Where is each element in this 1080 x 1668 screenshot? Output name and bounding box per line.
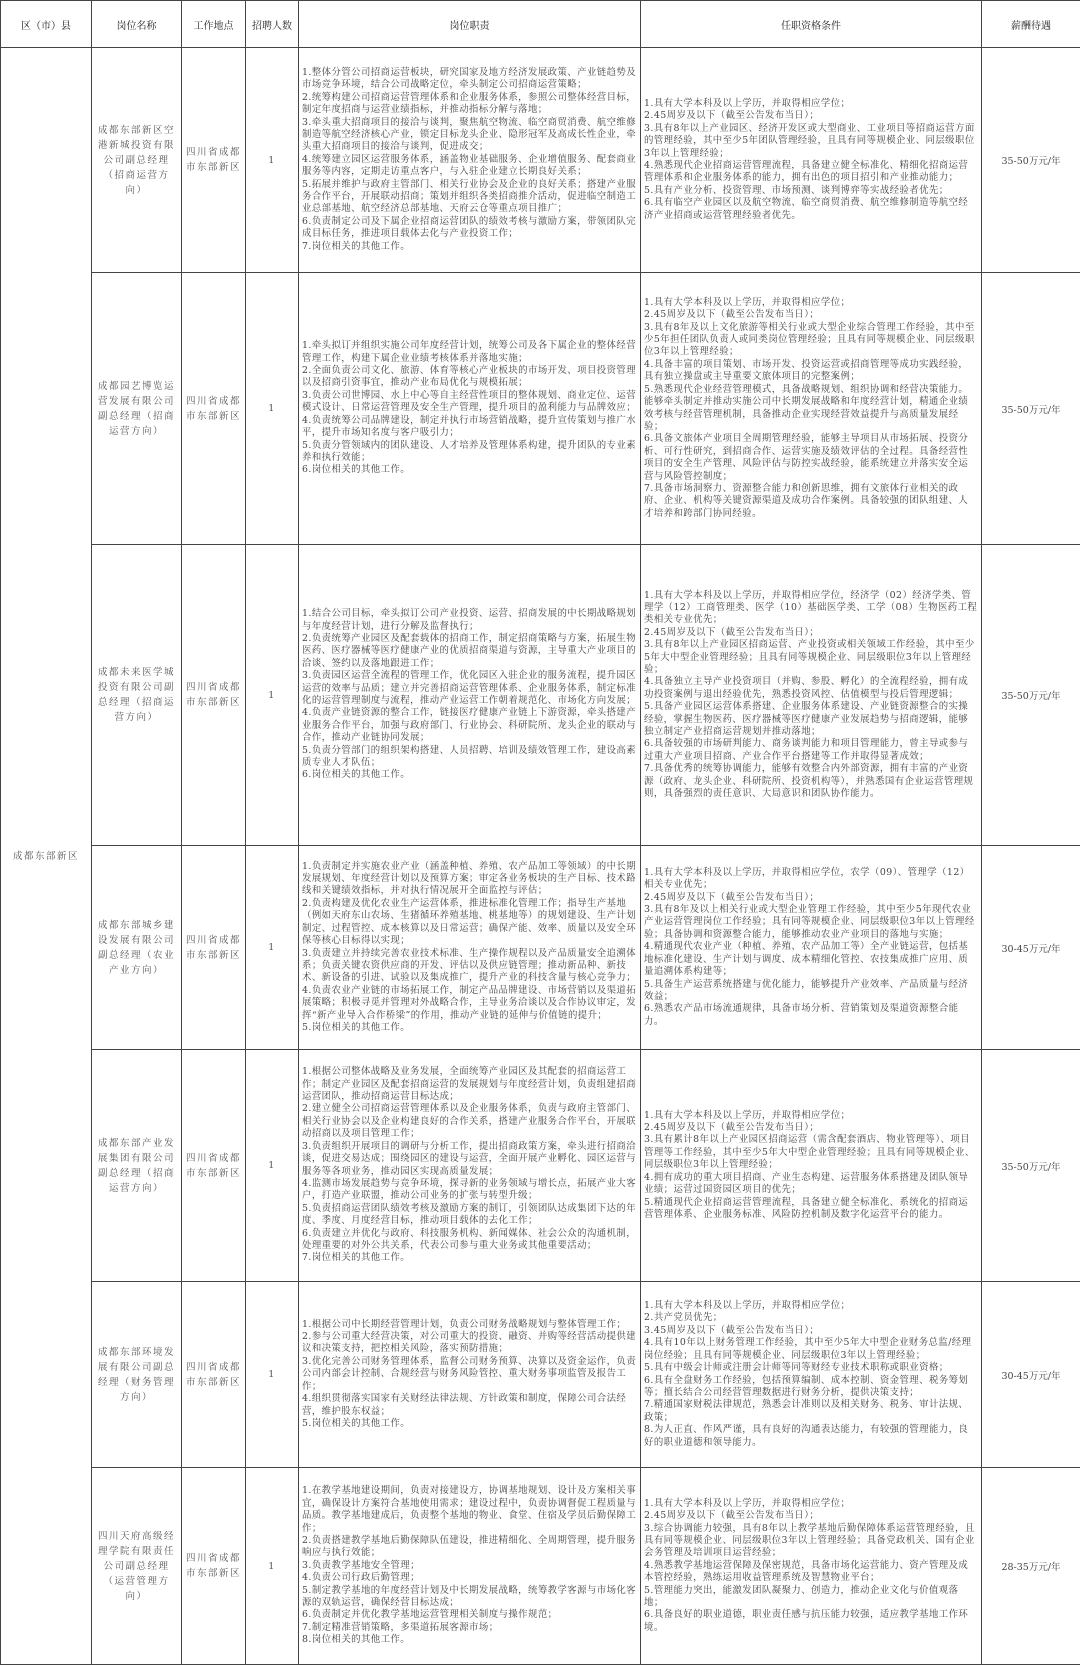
duty-item: 4.监测市场发展趋势与竞争环境，探寻新的业务领域与增长点，拓展产业大客户，打造产业联盟，推动公司业务的扩张与转型升级；	[302, 1177, 637, 1202]
duty-item: 5.岗位相关的其他工作。	[302, 1021, 411, 1033]
duty-item: 2.负责搭建教学基地后勤保障队伍建设，推进精细化、全周期管理，提升服务响应与执行效能；	[302, 1534, 637, 1559]
duty-item: 1.牵头拟订并组织实施公司年度经营计划，统筹公司及各下属企业的整体经营管理工作，构建下属企业业绩考核体系并落地实施；	[302, 340, 637, 364]
duty-item: 7.岗位相关的其他工作。	[302, 1252, 411, 1264]
qualifications-cell	[641, 545, 982, 846]
duty-item: 7.岗位相关的其他工作。	[302, 240, 411, 252]
qualification-item: 2.45周岁及以下（截至公告发布当日）；	[644, 626, 820, 638]
recruit-count: 1	[246, 48, 299, 273]
position-name: 成都东部环境发展有限公司副总经理（财务管理方向）	[92, 1282, 182, 1468]
salary: 30-45万元/年	[982, 846, 1080, 1050]
duty-item: 2.参与公司重大经营决策，对公司重大的投资、融资、并购等经营活动提供建议和决策支持，把控相关风险，落实预防措施；	[302, 1331, 637, 1355]
qualification-item: 1.具有大学本科及以上学历，并取得相应学位；	[644, 1300, 851, 1312]
position-name: 成都园艺博览运营发展有限公司副总经理（招商运营方向）	[92, 273, 182, 545]
work-location: 四川省成都市东部新区	[182, 273, 246, 545]
work-location: 四川省成都市东部新区	[182, 1282, 246, 1468]
duty-item: 3.牵头重大招商项目的接洽与谈判，聚焦航空物流、临空商贸消费、航空维修制造等航空经济核心产业，锁定目标龙头企业、隐形冠军及高成长性企业，牵头重大招商项目的接洽与谈判，促进成交；	[302, 116, 637, 153]
qualification-item: 2.45周岁及以下（截至公告发布当日）；	[644, 891, 820, 903]
district-cell: 成都东部新区	[1, 48, 92, 1665]
qualifications-cell	[641, 1050, 982, 1282]
duties-cell	[299, 48, 641, 273]
qualification-item: 5.具有中级会计师或注册会计师等同等财经专业技术职称或职业资格；	[644, 1362, 949, 1374]
qualification-item: 3.综合协调能力较强，具有8年以上教学基地后勤保障体系运营管理经验，且具有同等规模企业、同层级职位3年以上管理经验；具备党政机关、国有企业会务管理及培训项目运营经验；	[644, 1522, 975, 1559]
table-row	[1, 1050, 1080, 1282]
duty-item: 5.负责招商运营团队绩效考核及激励方案的制订，引领团队达成集团下达的年度、季度、月度经营目标，推动项目载体的去化工作；	[302, 1202, 637, 1227]
header-position-name: 岗位名称	[92, 1, 182, 48]
duty-item: 1.负责制定并实施农业产业（涵盖种植、养殖、农产品加工等领域）的中长期发展规划、年度经营计划以及预算方案；审定各业务板块的生产目标、技术路线和关键绩效指标，并对执行情况展开全面监控与评估；	[302, 860, 637, 897]
table-body	[1, 48, 1080, 1665]
duty-item: 2.全面负责公司文化、旅游、体育等核心产业板块的市场开发、项目投资管理以及招商引资事宜，推动产业布局优化与规模拓展；	[302, 365, 637, 389]
qualification-item: 3.45周岁及以下（截至公告发布当日）；	[644, 1324, 820, 1336]
header-district: 区（市）县	[1, 1, 92, 48]
qualification-item: 1.具有大学本科及以上学历，并取得相应学位；	[644, 296, 851, 308]
duty-item: 3.负责建立并持续完善农业技术标准、生产操作规程以及产品质量安全追溯体系；负责关键农资供应商的开发、评估以及供应链管理；推动新品种、新技术、新设备的引进、试验以及集成推广，提升产业的科技含量与核心竞争力；	[302, 947, 637, 984]
duty-item: 4.组织贯彻落实国家有关财经法律法规、方针政策和制度，保障公司合法经营，维护股东权益；	[302, 1393, 627, 1417]
salary: 35-50万元/年	[982, 273, 1080, 545]
qualification-item: 5.熟悉现代企业经营管理模式，具备战略规划、组织协调和经营决策能力。能够牵头制定并推动实施公司中长期发展战略和年度经营计划，精通企业绩效考核与经营管理机制，具备推动企业实现经营效益提升与高质量发展经验；	[644, 383, 969, 432]
duty-item: 4.负责公司行政后勤管理；	[302, 1572, 420, 1584]
recruit-count: 1	[246, 1050, 299, 1282]
header-count: 招聘人数	[246, 1, 299, 48]
position-name: 成都东部新区空港新城投资有限公司副总经理（招商运营方向）	[92, 48, 182, 273]
duty-item: 4.统筹建立园区运营服务体系，涵盖物业基础服务、企业增值服务、配套商业服务等内容，定期走访重点客户，与入驻企业建立长期良好关系；	[302, 153, 637, 178]
salary: 35-50万元/年	[982, 545, 1080, 846]
table-row	[1, 1282, 1080, 1468]
position-name: 成都东部产业发展集团有限公司副总经理（招商运营方向）	[92, 1050, 182, 1282]
header-location: 工作地点	[182, 1, 246, 48]
position-name: 四川天府高级经理学院有限责任公司副总经理（运营管理方向）	[92, 1468, 182, 1665]
qualification-item: 6.具备良好的职业道德，职业责任感与抗压能力较强，适应教学基地工作环境。	[644, 1609, 969, 1633]
duty-item: 6.岗位相关的其他工作。	[302, 769, 411, 781]
qualification-item: 7.精通国家财税法律规范，熟悉会计准则以及相关财务、税务、审计法规、政策；	[644, 1399, 969, 1423]
qualification-item: 2.45周岁及以下（截至公告发布当日）；	[644, 110, 820, 122]
duty-item: 2.统筹构建公司招商运营管理体系和企业服务体系，参照公司整体经营目标，制定年度招商与运营业绩指标，并推动指标分解与落地；	[302, 91, 637, 116]
duty-item: 5.制定教学基地的年度经营计划及中长期发展战略，统筹教学客源与市场化客源的双轨运营，确保经营目标达成；	[302, 1584, 637, 1609]
qualification-item: 4.具备独立主导产业投资项目（并购、参股、孵化）的全流程经验，拥有成功投资案例与退出经验优先，熟悉投资风控、估值模型与投后管理逻辑；	[644, 676, 969, 700]
recruit-count: 1	[246, 1468, 299, 1665]
salary: 35-50万元/年	[982, 48, 1080, 273]
salary: 28-35万元/年	[982, 1468, 1080, 1665]
salary: 30-45万元/年	[982, 1282, 1080, 1468]
position-name: 成都东部城乡建设发展有限公司副总经理（农业产业方向）	[92, 846, 182, 1050]
qualification-item: 1.具有大学本科及以上学历，并取得相应学位；	[644, 1497, 851, 1509]
duty-item: 2.负责构建及优化农业生产运营体系，推进标准化管理工作；指导生产基地（例如天府东山农场、生猪循环养殖基地、桃基地等）的规划建设、生产计划制定、过程管控、成本核算以及日常运营；确保产能、效率、质量以及安全环保等核心目标得以实现；	[302, 897, 637, 947]
qualification-item: 6.熟悉农产品市场流通规律，具备市场分析、营销策划及渠道资源整合能力。	[644, 1003, 959, 1027]
header-qualifications: 任职资格条件	[641, 1, 982, 48]
duty-item: 8.岗位相关的其他工作。	[302, 1634, 411, 1646]
duty-item: 6.负责制定并优化教学基地运营管理相关制度与操作规范；	[302, 1609, 558, 1621]
qualification-item: 5.具备生产运营系统搭建与优化能力，能够提升产业效率、产品质量与经济效益；	[644, 978, 969, 1002]
qualification-item: 3.具有8年以上产业园区招商运营、产业投资或相关领域工作经验，其中至少5年大中型企业管理经验；且具有同等规模企业、同层级职位3年以上管理经验；	[644, 639, 975, 675]
duty-item: 1.根据公司中长期经营管理计划，负责公司财务战略规划与整体管理工作；	[302, 1318, 627, 1330]
duty-item: 2.建立健全公司招商运营管理体系以及企业服务体系，负责与政府主管部门、相关行业协会以及企业构建良好的合作关系，搭建产业服务合作平台，开展联动招商以及项目管理工作；	[302, 1103, 637, 1140]
qualification-item: 8.为人正直、作风严谨，具有良好的沟通表达能力，有较强的管理能力，良好的职业道德和领导能力。	[644, 1424, 969, 1448]
qualification-item: 7.具备优秀的统筹协调能力，能够有效整合内外部资源，拥有丰富的产业资源（政府、龙头企业、科研院所、投资机构等），并熟悉国有企业运营管理规则，具备强烈的责任意识、大局意识和团队协作能力。	[644, 763, 974, 800]
table-row	[1, 273, 1080, 545]
duty-item: 3.负责组织开展项目的调研与分析工作，提出招商政策方案，牵头进行招商洽谈，促进交易达成；围绕园区的建设与运营，全面开展产业孵化、园区运营与服务等各项业务，推动园区实现高质量发展；	[302, 1140, 637, 1177]
recruit-count: 1	[246, 1282, 299, 1468]
qualification-item: 6.具备较强的市场研判能力、商务谈判能力和项目管理能力，曾主导或参与过重大产业项目招商、产业合作平台搭建等工作并取得显著成效；	[644, 738, 969, 762]
duties-cell	[299, 846, 641, 1050]
duty-item: 1.结合公司目标，牵头拟订公司产业投资、运营、招商发展的中长期战略规划与年度经营计划，进行分解及监督执行；	[302, 608, 637, 632]
work-location: 四川省成都市东部新区	[182, 545, 246, 846]
duty-item: 3.优化完善公司财务管理体系，监督公司财务预算、决算以及资金运作，负责公司内部会计控制、合规经营与财务风险管控、重大财务事项监管及报告工作；	[302, 1355, 637, 1392]
qualifications-cell	[641, 846, 982, 1050]
duty-item: 1.整体分管公司招商运营板块，研究国家及地方经济发展政策、产业链趋势及市场竞争环境，结合公司战略定位，牵头制定公司招商运营策略；	[302, 66, 637, 91]
work-location: 四川省成都市东部新区	[182, 1468, 246, 1665]
duty-item: 5.拓展并维护与政府主管部门、相关行业协会及企业的良好关系；搭建产业服务合作平台，开展联动招商；策划并组织各类招商推介活动，促进临空制造工业总部基地、航空经济总部基地、天府云仓等重点项目推广；	[302, 178, 637, 215]
qualification-item: 5.精通现代企业招商运营管理流程，具备建立健全标准化、系统化的招商运营管理体系、企业服务标准、风险防控机制及数字化运营平台的能力。	[644, 1196, 969, 1220]
qualification-item: 2.45周岁及以下（截至公告发布当日）；	[644, 1122, 820, 1134]
duties-cell	[299, 1468, 641, 1665]
qualification-item: 4.具有10年以上财务管理工作经验，其中至少5年大中型企业财务总监/经理岗位经验；且具有同等规模企业、同层级职位3年以上管理经验；	[644, 1337, 972, 1361]
qualifications-cell	[641, 48, 982, 273]
qualification-item: 2.45周岁及以下（截至公告发布当日）；	[644, 1510, 820, 1522]
qualification-item: 4.具备丰富的项目策划、市场开发、投资运营或招商管理等成功实践经验，具有独立操盘或主导重要文旅体项目的完整案例；	[644, 358, 969, 383]
qualification-item: 6.具有全盘财务工作经验，包括预算编制、成本控制、资金管理、税务筹划等；擅长结合公司经营管理数据进行财务分析，提供决策支持；	[644, 1374, 969, 1398]
qualification-item: 5.具有产业分析、投资管理、市场预测、谈判博弈等实战经验者优先；	[644, 184, 949, 196]
table-row	[1, 846, 1080, 1050]
duties-cell	[299, 1282, 641, 1468]
duties-cell	[299, 1050, 641, 1282]
recruit-count: 1	[246, 273, 299, 545]
duty-item: 4.负责农业产业链的市场拓展工作，制定产品品牌建设、市场营销以及渠道拓展策略；积极寻觅并管理对外战略合作，主导业务洽谈以及合作协议审定，发挥“新产业导入合作桥梁”的作用，推动产业链的延伸与价值链的提升；	[302, 984, 637, 1021]
header-duties: 岗位职责	[299, 1, 641, 48]
table-header-row	[1, 1, 1080, 48]
duty-item: 3.负责教学基地安全管理；	[302, 1559, 420, 1571]
header-salary: 薪酬待遇	[982, 1, 1080, 48]
table-row	[1, 48, 1080, 273]
work-location: 四川省成都市东部新区	[182, 846, 246, 1050]
qualification-item: 4.拥有成功的重大项目招商、产业生态构建、运营服务体系搭建及团队领导业绩；运营过国资园区项目的优先；	[644, 1171, 969, 1196]
duty-item: 5.岗位相关的其他工作。	[302, 1417, 411, 1429]
recruit-count: 1	[246, 846, 299, 1050]
qualifications-cell	[641, 273, 982, 545]
duty-item: 5.负责分管领域内的团队建设、人才培养及管理体系构建，提升团队的专业素养和执行效能；	[302, 439, 637, 463]
position-name: 成都未来医学城投资有限公司副总经理（招商运营方向）	[92, 545, 182, 846]
duty-item: 1.在教学基地建设期间，负责对接建设方，协调基地规划、设计及方案相关事宜，确保设计方案符合基地使用需求；建设过程中，负责协调督促工程质量与品质。教学基地建成后，负责整个基地的物业、食堂、住宿及学员后勤保障工作；	[302, 1485, 637, 1534]
qualification-item: 1.具有大学本科及以上学历，并取得相应学位；	[644, 97, 851, 109]
recruit-count: 1	[246, 545, 299, 846]
work-location: 四川省成都市东部新区	[182, 1050, 246, 1282]
qualification-item: 4.精通现代农业产业（种植、养殖、农产品加工等）全产业链运营，包括基地标准化建设、生产计划与调度、成本精细化管控、农技集成推广应用、质量追溯体系构建等；	[644, 941, 969, 978]
duty-item: 6.岗位相关的其他工作。	[302, 464, 411, 476]
qualification-item: 5.具备产业园区运营体系搭建、企业服务体系建设、产业链资源整合的实操经验，掌握生物医药、医疗器械等医疗健康产业发展趋势与招商逻辑，能够独立制定产业招商运营规划并推动落地；	[644, 701, 969, 738]
qualification-item: 3.具有8年及以上相关行业或大型企业管理工作经验，其中至少5年现代农业产业运营管理岗位工作经验；具有同等规模企业、同层级职位3年以上管理经验；具备协调和资源整合能力，能够推动农业产业项目的落地与实施；	[644, 904, 975, 940]
qualification-item: 2.共产党员优先；	[644, 1312, 723, 1324]
qualifications-cell	[641, 1282, 982, 1468]
qualification-item: 3.具有8年以上产业园区、经济开发区或大型商业、工业项目等招商运营方面的管理经验，其中至少5年团队管理经验，且具有同等规模企业、同层级职位3年以上管理经验；	[644, 122, 975, 159]
duty-item: 4.负责产业链资源的整合工作，链接医疗健康产业链上下游资源，牵头搭建产业服务合作平台，加强与政府部门、行业协会、科研院所、龙头企业的联动与合作，推动产业链协同发展；	[302, 707, 637, 744]
duty-item: 5.负责分管部门的组织架构搭建、人员招聘、培训及绩效管理工作，建设高素质专业人才队伍；	[302, 744, 637, 769]
qualifications-cell	[641, 1468, 982, 1665]
qualification-item: 7.具备市场洞察力、资源整合能力和创新思维，拥有文旅体行业相关的政府、企业、机构等关键资源渠道及成功合作案例。具备较强的团队组建、人才培养和跨部门协同经验。	[644, 482, 969, 519]
qualification-item: 1.具有大学本科及以上学历，并取得相应学位；	[644, 1109, 851, 1121]
table-row	[1, 1468, 1080, 1665]
qualification-item: 1.具有大学本科及以上学历，并取得相应学位，农学（09）、管理学（12）相关专业优先；	[644, 866, 970, 891]
salary: 35-50万元/年	[982, 1050, 1080, 1282]
work-location: 四川省成都市东部新区	[182, 48, 246, 273]
duty-item: 2.负责统筹产业园区及配套载体的招商工作，制定招商策略与方案，拓展生物医药、医疗器械等医疗健康产业的优质招商渠道与资源，主导重大产业项目的洽谈、签约以及落地跟进工作；	[302, 632, 637, 669]
qualification-item: 6.具备文旅体产业项目全周期管理经验，能够主导项目从市场拓展、投资分析、可行性研究，到招商合作、运营实施及绩效评估的全过程。具备经营性项目的安全生产管理、风险评估与防控实战经验，能系统建立并落实安全运营与风险管控制度；	[644, 433, 969, 482]
duty-item: 1.根据公司整体战略及业务发展，全面统筹产业园区及其配套的招商运营工作；制定产业园区及配套招商运营的发展规划与年度经营计划，负责组建招商运营团队，推动招商运营目标达成；	[302, 1066, 637, 1103]
qualification-item: 2.45周岁及以下（截至公告发布当日）；	[644, 309, 820, 321]
duty-item: 3.负责园区运营全流程的管理工作，优化园区入驻企业的服务流程，提升园区运营的效率与品质；建立并完善招商运营管理体系、企业服务体系，制定标准化的运营管理制度与流程，推动产业运营工作朝着规范化、市场化方向发展；	[302, 670, 637, 706]
qualification-item: 4.熟悉教学基地运营保障及保密规范，具备市场化运营能力、资产管理及成本管控经验，熟练运用收益管理系统及智慧物业平台；	[644, 1559, 969, 1584]
duty-item: 7.制定精准营销策略，多渠道拓展客源市场；	[302, 1621, 499, 1633]
table-row	[1, 545, 1080, 846]
duties-cell	[299, 545, 641, 846]
qualification-item: 1.具有大学本科及以上学历，并取得相应学位，经济学（02）经济学类、管理学（12）工商管理类、医学（10）基础医学类、工学（08）生物医药工程类相关专业优先；	[644, 589, 978, 626]
qualification-item: 5.管理能力突出，能激发团队凝聚力、创造力，推动企业文化与价值观落地；	[644, 1584, 959, 1609]
qualification-item: 6.具有临空产业园区以及航空物流、临空商贸消费、航空维修制造等航空经济产业招商或运营管理经验者优先。	[644, 197, 969, 221]
duty-item: 6.负责建立并优化与政府、科技服务机构、新闻媒体、社会公众的沟通机制，处理重要的对外公共关系，代表公司参与重大业务或其他重要活动；	[302, 1227, 637, 1251]
duty-item: 4.负责统筹公司品牌建设，制定并执行市场营销战略，提升宣传策划与推广水平，提升市场知名度与客户吸引力；	[302, 414, 637, 439]
qualification-item: 3.具有累计8年以上产业园区招商运营（需含配套酒店、物业管理等）、项目管理等工作经验，其中至少5年大中型企业管理经验；且具有同等规模企业、同层级职位3年以上管理经验；	[644, 1134, 975, 1171]
qualification-item: 4.熟悉现代企业招商运营管理流程，具备建立健全标准化、精细化招商运营管理体系和企业服务体系的能力，拥有出色的项目招引和产业推动能力；	[644, 160, 969, 184]
duty-item: 3.负责公司世博园、水上中心等自主经营性项目的整体规划、商业定位、运营模式设计、日常运营管理及安全生产管理，提升项目的盈利能力与品牌效应；	[302, 389, 637, 414]
qualification-item: 3.具有8年及以上文化旅游等相关行业或大型企业综合管理工作经验，其中至少5年担任团队负责人或同类岗位管理经验；且具有同等规模企业、同层级职位3年以上管理经验；	[644, 321, 975, 358]
duty-item: 6.负责制定公司及下属企业招商运营团队的绩效考核与激励方案，带领团队完成目标任务，推进项目载体去化与产业投资工作；	[302, 215, 637, 240]
duties-cell	[299, 273, 641, 545]
